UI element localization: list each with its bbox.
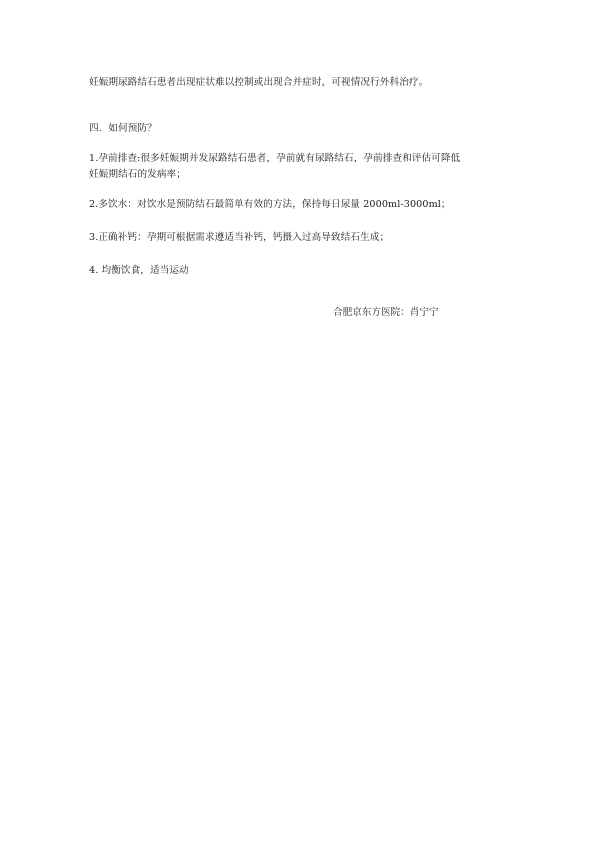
list-item-2: 2.多饮水：对饮水是预防结石最简单有效的方法，保持每日尿量 2000ml-3000ml； xyxy=(89,199,451,210)
signature: 合肥京东方医院：肖宁宁 xyxy=(333,307,439,318)
intro-paragraph: 妊娠期尿路结石患者出现症状难以控制或出现合并症时，可视情况行外科治疗。 xyxy=(89,77,429,88)
list-item-4: 4. 均衡饮食，适当运动 xyxy=(89,265,189,276)
section-heading: 四．如何预防？ xyxy=(89,123,157,134)
list-item-3: 3.正确补钙：孕期可根据需求遵适当补钙，钙摄入过高导致结石生成； xyxy=(89,232,390,243)
list-item-1: 1.孕前排查:很多妊娠期并发尿路结石患者，孕前就有尿路结石，孕前排查和评估可降低妊娠期结石的发病率； xyxy=(89,153,461,180)
